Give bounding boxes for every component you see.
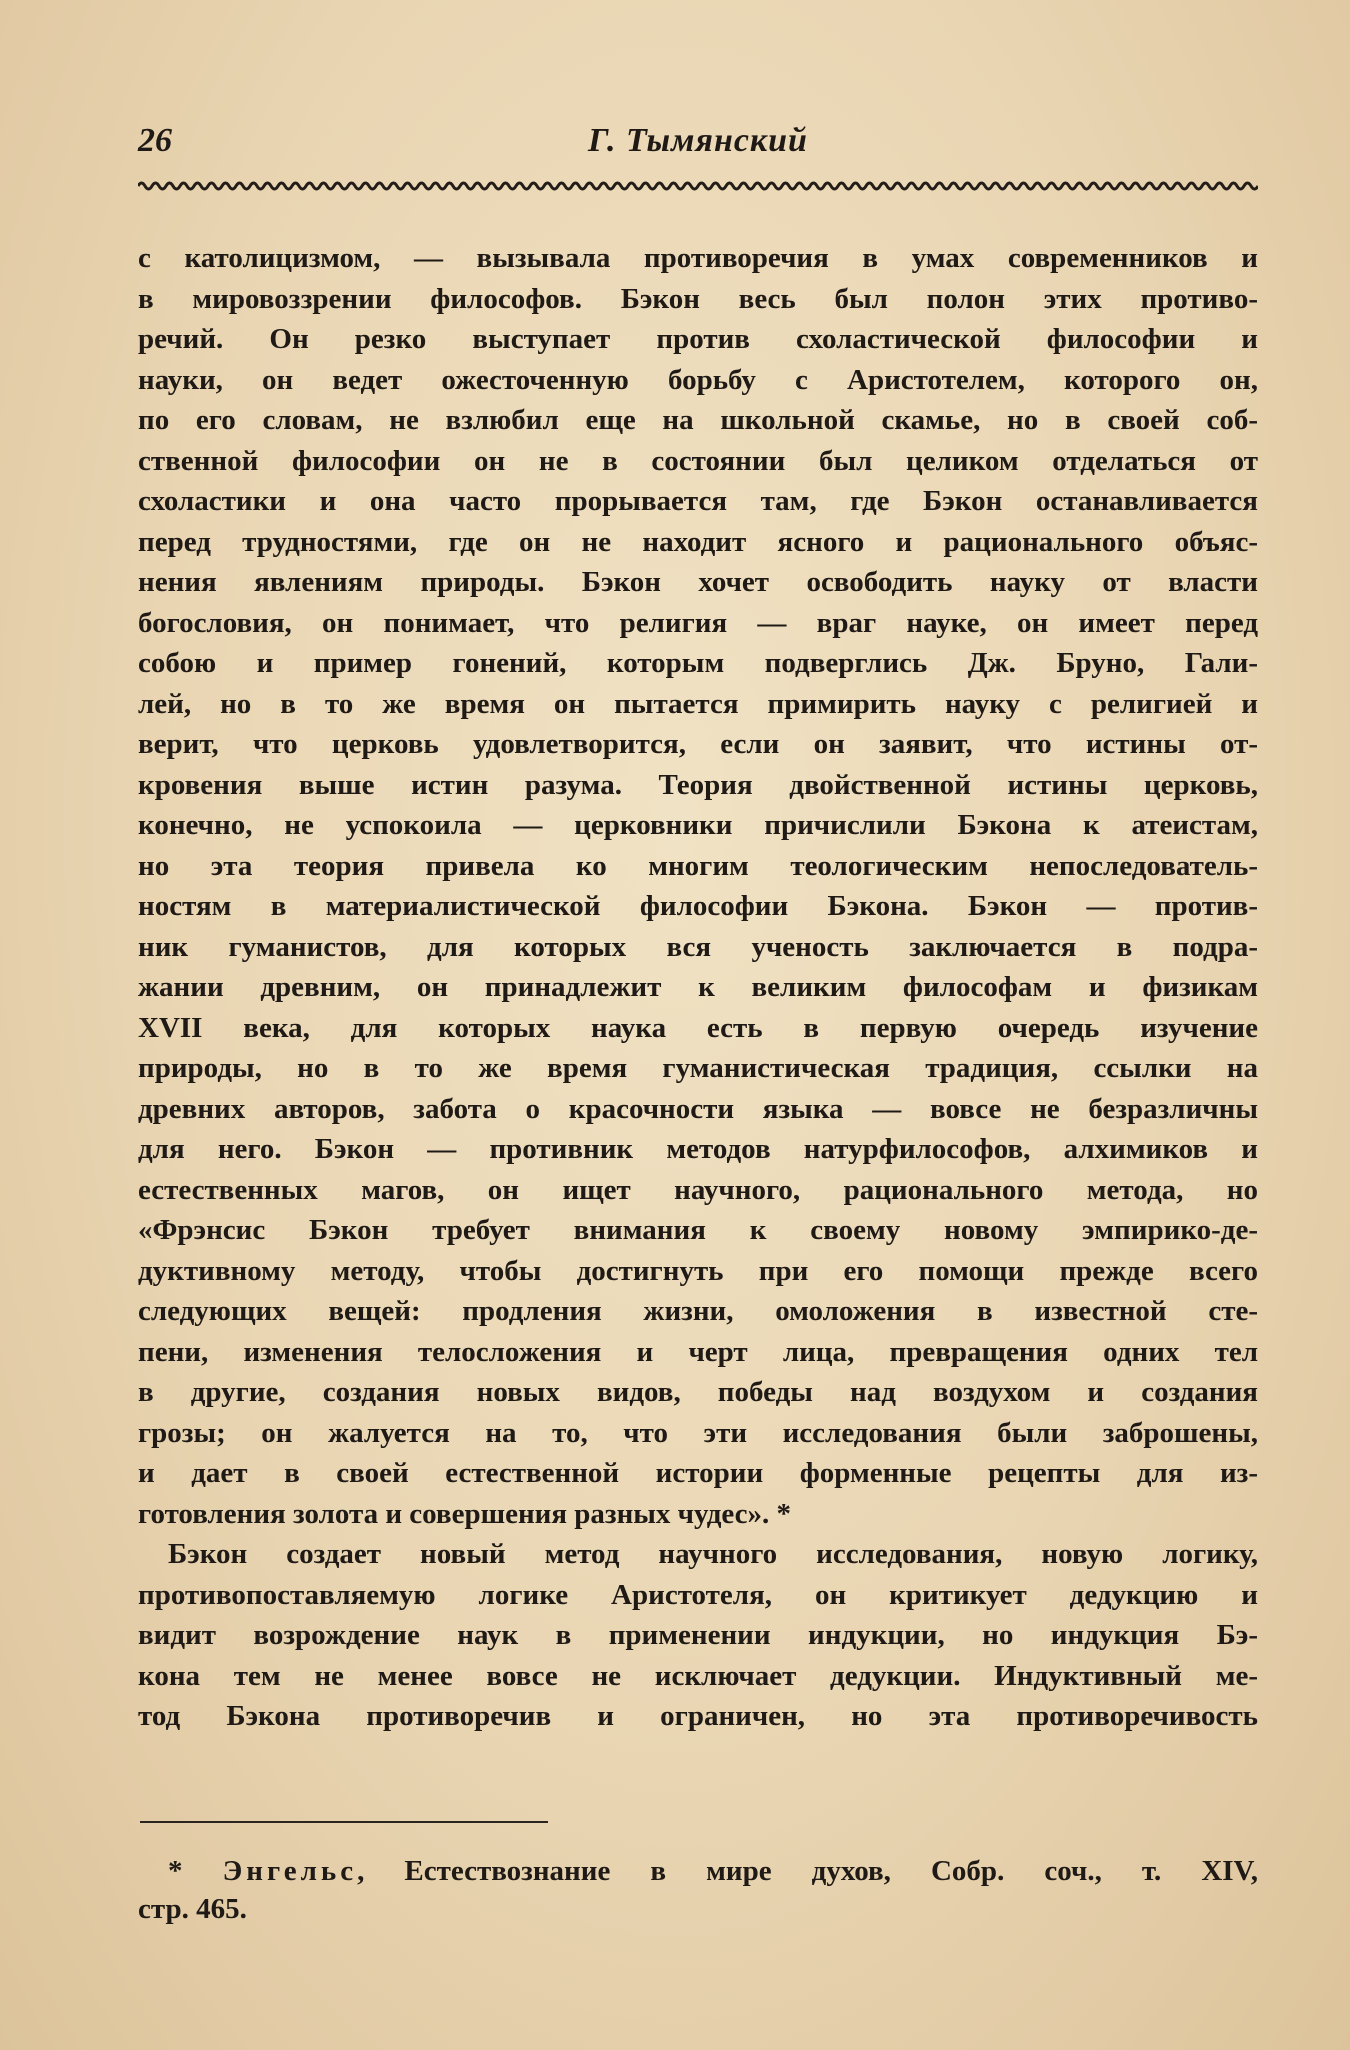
- footnote-line: [138, 1852, 1258, 1890]
- text-line: готовления золота и совершения разных чудес». *: [138, 1497, 791, 1530]
- footnote-author: Энгельс: [222, 1855, 358, 1887]
- text-line: речий. Он резко выступает против схоластической философии и: [138, 323, 1258, 355]
- text-line: кона тем не менее вовсе не исключает дедукции. Индуктивный ме-: [138, 1659, 1258, 1692]
- ornamental-rule: [138, 180, 1258, 192]
- text-line: природы, но в то же время гуманистическая традиция, ссылки на: [138, 1052, 1258, 1084]
- text-line: ностям в материалистической философии Бэкона. Бэкон — против-: [138, 890, 1258, 922]
- text-line: XVII века, для которых наука есть в первую очередь изучение: [138, 1011, 1258, 1044]
- footnote-pages: стр. 465.: [138, 1893, 247, 1925]
- text-line: для него. Бэкон — противник методов натурфилософов, алхимиков и: [138, 1133, 1258, 1165]
- text-line: перед трудностями, где он не находит ясного и рационального объяс-: [138, 525, 1258, 558]
- running-title: Г. Тымянский: [588, 122, 808, 159]
- text-line: в мировоззрении философов. Бэкон весь был полон этих противо-: [138, 282, 1258, 315]
- footnote-marker: *: [168, 1855, 183, 1887]
- text-line: «Фрэнсис Бэкон требует внимания к своему новому эмпирико-де-: [138, 1214, 1258, 1246]
- text-line: следующих вещей: продления жизни, омоложения в известной сте-: [138, 1295, 1258, 1327]
- text-line: по его словам, не взлюбил еще на школьной скамье, но в своей соб-: [138, 404, 1258, 436]
- text-line: пени, изменения телосложения и черт лица, превращения одних тел: [138, 1335, 1258, 1368]
- text-line: противопоставляемую логике Аристотеля, он критикует дедукцию и: [138, 1578, 1258, 1611]
- text-line: схоластики и она часто прорывается там, где Бэкон останавливается: [138, 485, 1258, 517]
- text-line: верит, что церковь удовлетворится, если он заявит, что истины от-: [138, 728, 1258, 760]
- main-text: [138, 238, 1258, 1737]
- text-line: богословия, он понимает, что религия — враг науке, он имеет перед: [138, 606, 1258, 639]
- text-line: конечно, не успокоила — церковники причислили Бэкона к атеистам,: [138, 809, 1258, 841]
- text-line: тод Бэкона противоречив и ограничен, но эта противоречивость: [138, 1700, 1258, 1732]
- text-line: но эта теория привела ко многим теологическим непоследователь-: [138, 849, 1258, 882]
- text-line: дуктивному методу, чтобы достигнуть при его помощи прежде всего: [138, 1254, 1258, 1287]
- page-header: [138, 122, 1258, 172]
- footnote-citation: , Естествознание в мире духов, Собр. соч., т. XIV,: [357, 1855, 1259, 1887]
- paragraph-start-line: Бэкон создает новый метод научного исследования, новую логику,: [168, 1538, 1258, 1570]
- text-line: собою и пример гонений, которым подверглись Дж. Бруно, Гали-: [138, 647, 1258, 679]
- text-line: грозы; он жалуется на то, что эти исследования были заброшены,: [138, 1416, 1258, 1449]
- text-line: в другие, создания новых видов, победы над воздухом и создания: [138, 1376, 1258, 1408]
- text-line: жании древним, он принадлежит к великим философам и физикам: [138, 971, 1258, 1003]
- text-line: ник гуманистов, для которых вся ученость заключается в подра-: [138, 930, 1258, 963]
- text-line: науки, он ведет ожесточенную борьбу с Аристотелем, которого он,: [138, 363, 1258, 396]
- text-line: нения явлениям природы. Бэкон хочет освободить науку от власти: [138, 566, 1258, 598]
- text-line: ственной философии он не в состоянии был целиком отделаться от: [138, 444, 1258, 477]
- text-line: видит возрождение наук в применении индукции, но индукция Бэ-: [138, 1619, 1258, 1651]
- page-number: 26: [138, 122, 172, 159]
- text-line: лей, но в то же время он пытается примирить науку с религией и: [138, 687, 1258, 720]
- footnote-rule: [140, 1821, 548, 1823]
- text-line: древних авторов, забота о красочности языка — вовсе не безразличны: [138, 1092, 1258, 1125]
- text-line: с католицизмом, — вызывала противоречия в умах современников и: [138, 242, 1258, 274]
- text-line: естественных магов, он ищет научного, рационального метода, но: [138, 1173, 1258, 1206]
- footnote: [138, 1852, 1258, 1928]
- text-line: кровения выше истин разума. Теория двойственной истины церковь,: [138, 768, 1258, 801]
- text-line: и дает в своей естественной истории форменные рецепты для из-: [138, 1457, 1258, 1489]
